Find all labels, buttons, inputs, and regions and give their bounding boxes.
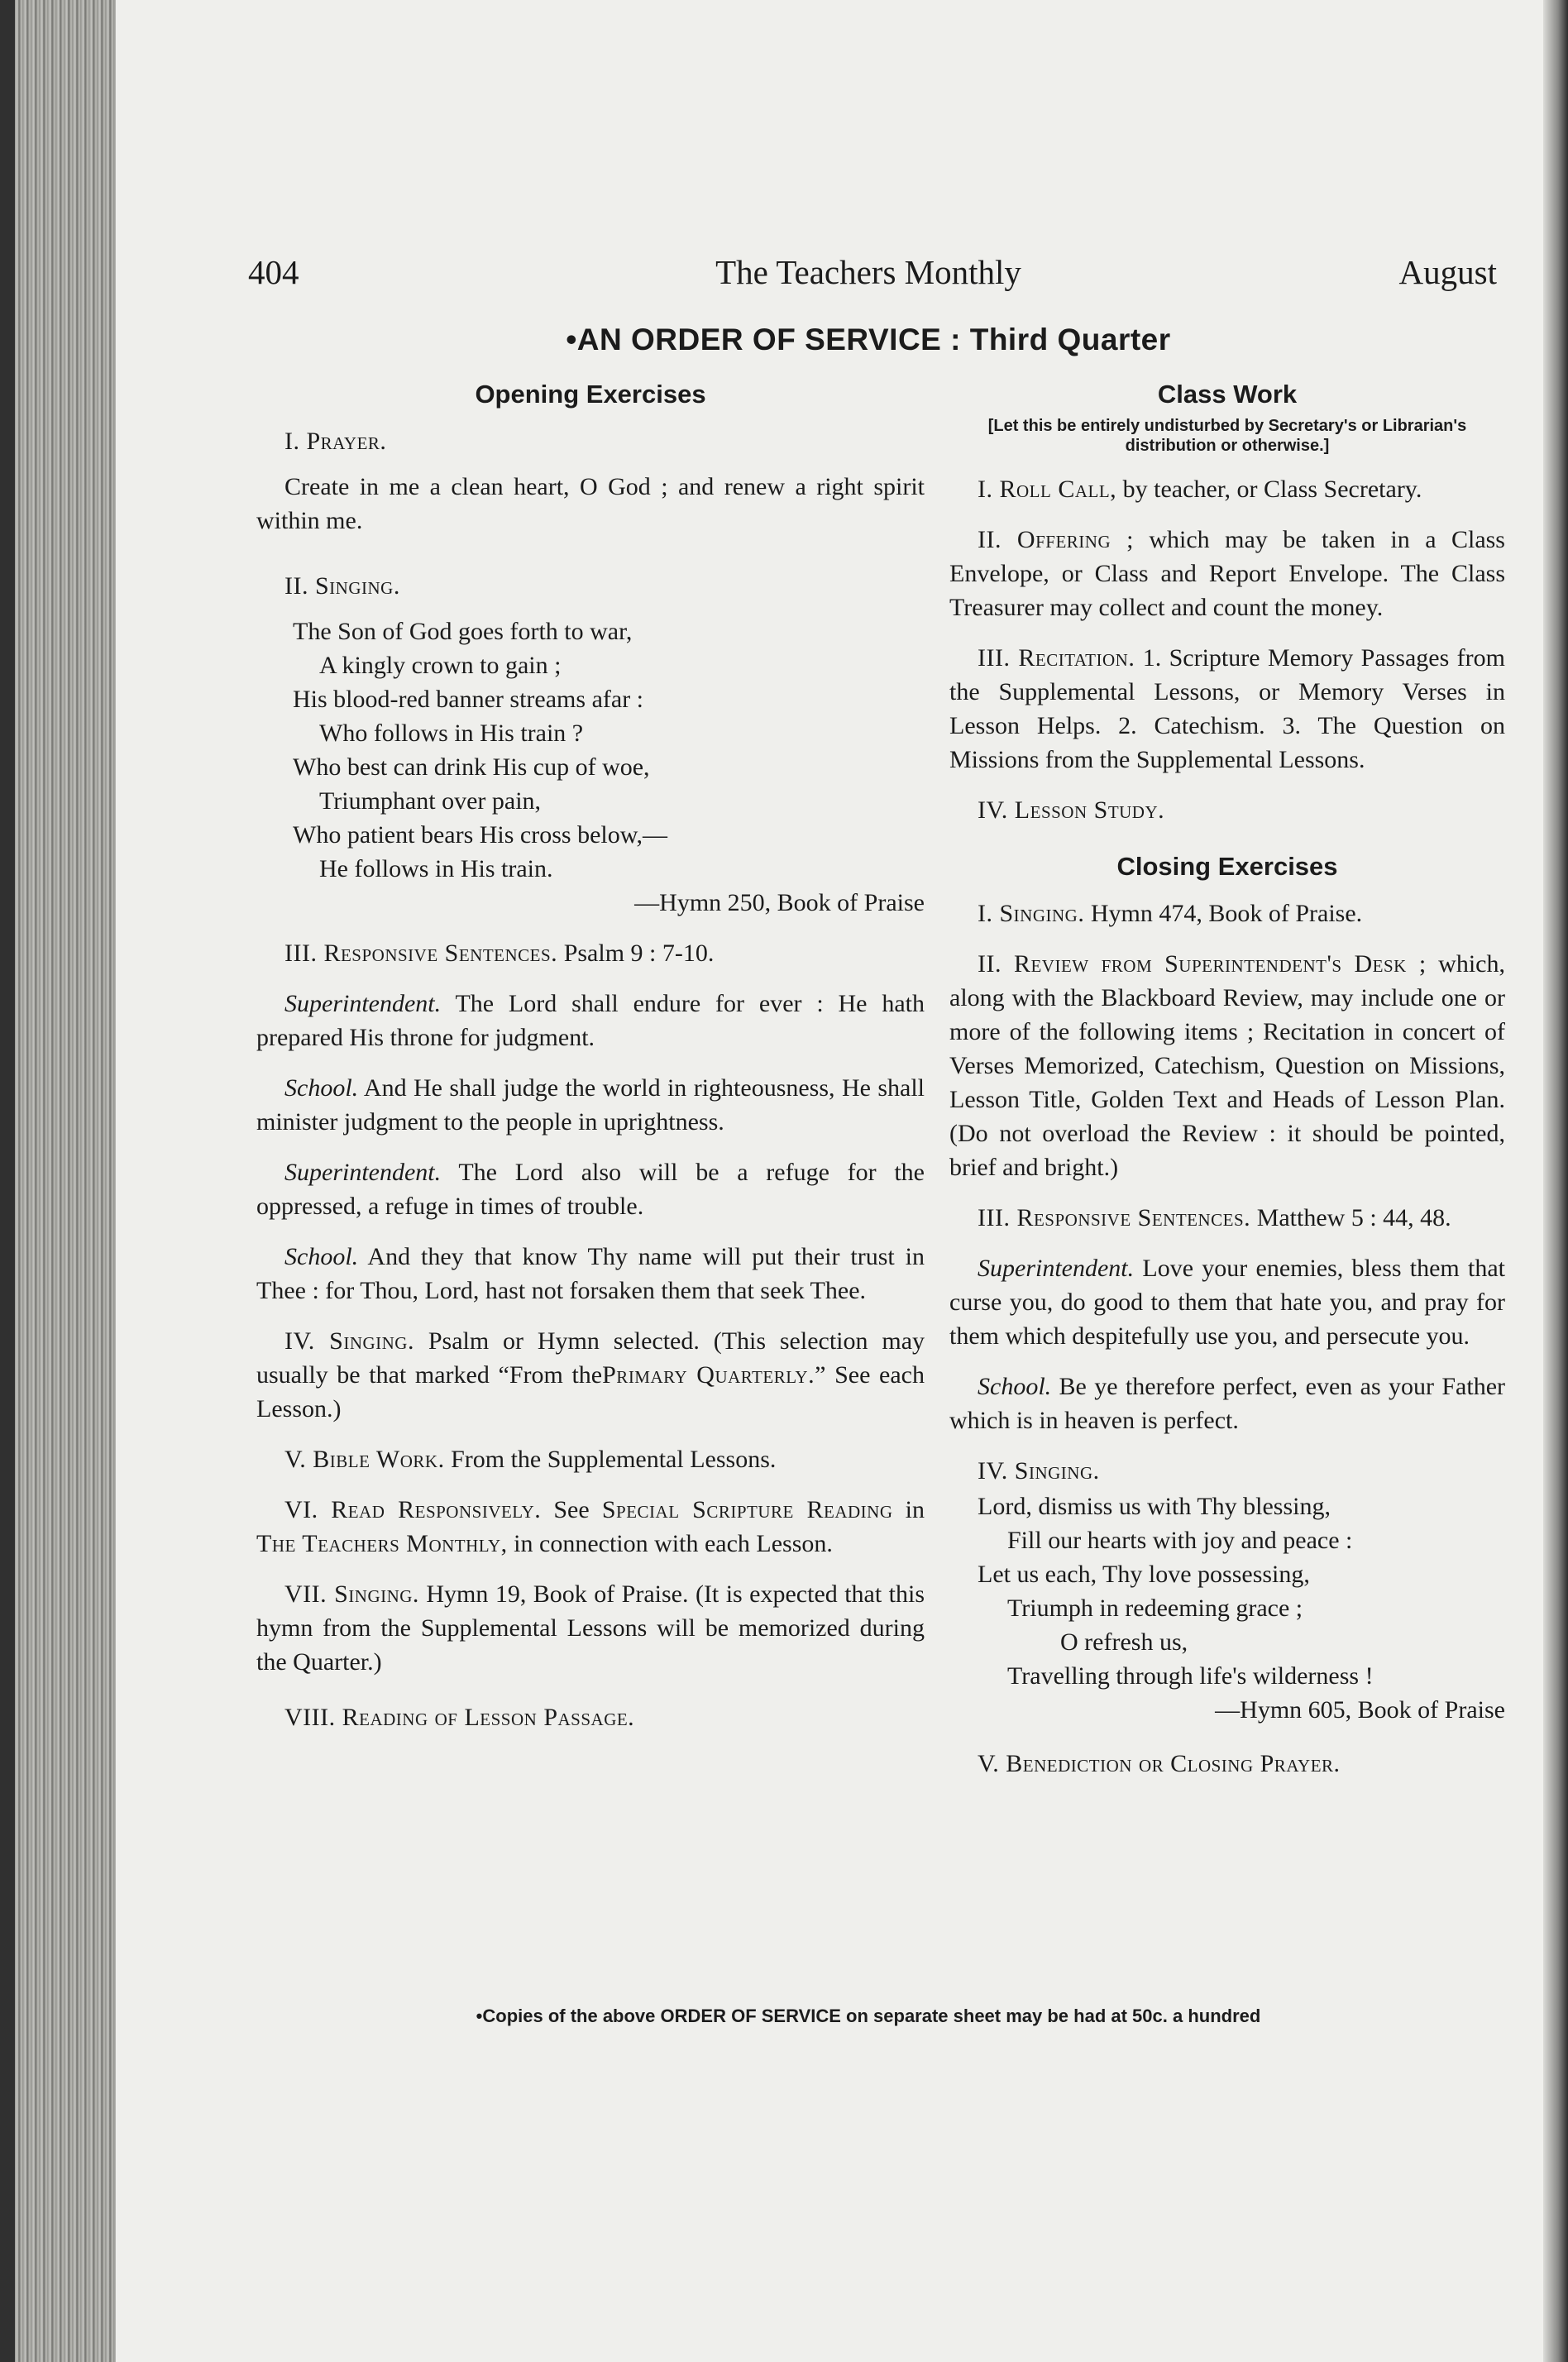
page-number: 404 — [248, 253, 299, 291]
book-page — [116, 0, 1543, 2362]
roll-call: I. Roll Call, by teacher, or Class Secretary. — [978, 476, 1422, 503]
hymn-line: Travelling through life's wilderness ! — [1007, 1662, 1374, 1690]
reading-lesson-passage: VIII. Reading of Lesson Passage. — [284, 1704, 635, 1731]
running-head — [240, 252, 1497, 302]
singing-hymn-19: VII. Singing. Hymn 19, Book of Praise. (It is expected that this hymn from the Supplemental Lessons will be memorized during the Quarter.) — [256, 1580, 925, 1676]
responsive-line: Superintendent. The Lord shall endure for ever : He hath prepared His throne for judgment. — [256, 990, 925, 1051]
lesson-study: IV. Lesson Study. — [978, 796, 1165, 824]
book-spine-edge — [0, 0, 15, 2362]
closing-heading: Closing Exercises — [1116, 852, 1338, 881]
class-work-column — [949, 376, 1505, 1797]
responsive-line: Superintendent. Love your enemies, bless them that curse you, do good to them that hate you, and pray for them which despitefully use you, and persecute you. — [949, 1255, 1505, 1350]
hymn-source: —Hymn 250, Book of Praise — [634, 889, 925, 916]
footnote: •Copies of the above ORDER OF SERVICE on separate sheet may be had at 50c. a hundred — [476, 2006, 1261, 2026]
opening-hymn — [256, 614, 925, 920]
prayer-label: I. Prayer. — [284, 428, 387, 455]
singing-selected: IV. Singing. Psalm or Hymn selected. (This selection may usually be that marked “From thePrimary Quarterly.” See each Lesson.) — [256, 1327, 925, 1422]
hymn-line: A kingly crown to gain ; — [319, 652, 562, 679]
review: II. Review from Superintendent's Desk ; which, along with the Blackboard Review, may include one or more of the following items ; Recitation in concert of Verses Memorized, Catechism, Question on Missions, Lesson Title, Golden Text and Heads of Lesson Plan. (Do not overload the Review : it should be pointed, brief and bright.) — [949, 950, 1505, 1181]
issue-month: August — [1398, 253, 1497, 291]
hymn-line: His blood-red banner streams afar : — [293, 686, 644, 713]
hymn-line: Let us each, Thy love possessing, — [978, 1561, 1310, 1588]
responsive-line: Superintendent. The Lord also will be a refuge for the oppressed, a refuge in times of trouble. — [256, 1159, 925, 1220]
hymn-line: Who follows in His train ? — [319, 720, 584, 747]
hymn-source: —Hymn 605, Book of Praise — [1215, 1696, 1505, 1724]
prayer-text: Create in me a clean heart, O God ; and renew a right spirit within me. — [256, 473, 925, 534]
hymn-line: Who patient bears His cross below,— — [293, 821, 667, 849]
benediction: V. Benediction or Closing Prayer. — [978, 1750, 1341, 1777]
opening-exercises-column — [256, 376, 925, 1751]
responsive-line: School. And He shall judge the world in righteousness, He shall minister judgment to the people in uprightness. — [256, 1074, 925, 1136]
hymn-line: Who best can drink His cup of woe, — [293, 753, 650, 781]
book-right-edge — [1543, 0, 1568, 2362]
closing-singing-label: IV. Singing. — [978, 1457, 1100, 1485]
responsive-line: School. And they that know Thy name will put their trust in Thee : for Thou, Lord, hast not forsaken them that seek Thee. — [256, 1243, 925, 1304]
responsive-line: School. Be ye therefore perfect, even as your Father which is in heaven is perfect. — [949, 1373, 1506, 1434]
recitation: III. Recitation. 1. Scripture Memory Passages from the Supplemental Lessons, or Memory Verses in Lesson Helps. 2. Catechism. 3. The Question on Missions from the Supplemental Lessons. — [949, 644, 1505, 773]
singing-label: II. Singing. — [284, 572, 400, 600]
hymn-line: Fill our hearts with joy and peace : — [1007, 1527, 1353, 1554]
opening-heading: Opening Exercises — [475, 380, 706, 409]
bible-work: V. Bible Work. From the Supplemental Lessons. — [284, 1446, 777, 1473]
offering: II. Offering ; which may be taken in a Class Envelope, or Class and Report Envelope. The Class Treasurer may collect and count the money. — [949, 526, 1505, 621]
closing-responsive-sentences: III. Responsive Sentences. Matthew 5 : 44, 48. — [978, 1204, 1451, 1231]
main-title: •AN ORDER OF SERVICE : Third Quarter — [566, 323, 1171, 356]
read-responsively: VI. Read Responsively. See Special Scripture Reading in The Teachers Monthly, in connection with each Lesson. — [256, 1496, 925, 1557]
hymn-line: He follows in His train. — [319, 855, 553, 882]
hymn-line: The Son of God goes forth to war, — [293, 618, 633, 645]
closing-hymn — [949, 1489, 1505, 1727]
responsive-sentences: III. Responsive Sentences. Psalm 9 : 7-10. — [284, 940, 715, 967]
classwork-note: [Let this be entirely undisturbed by Secretary's or Librarian's distribution or otherwise.] — [987, 417, 1467, 455]
hymn-line: Triumphant over pain, — [319, 787, 542, 815]
hymn-line: Lord, dismiss us with Thy blessing, — [978, 1493, 1331, 1520]
journal-title: The Teachers Monthly — [715, 253, 1021, 291]
hymn-line: O refresh us, — [1060, 1628, 1188, 1656]
closing-singing: I. Singing. Hymn 474, Book of Praise. — [978, 900, 1363, 927]
hymn-line: Triumph in redeeming grace ; — [1007, 1595, 1303, 1622]
classwork-heading: Class Work — [1157, 380, 1298, 409]
page-stack-edges — [15, 0, 116, 2362]
